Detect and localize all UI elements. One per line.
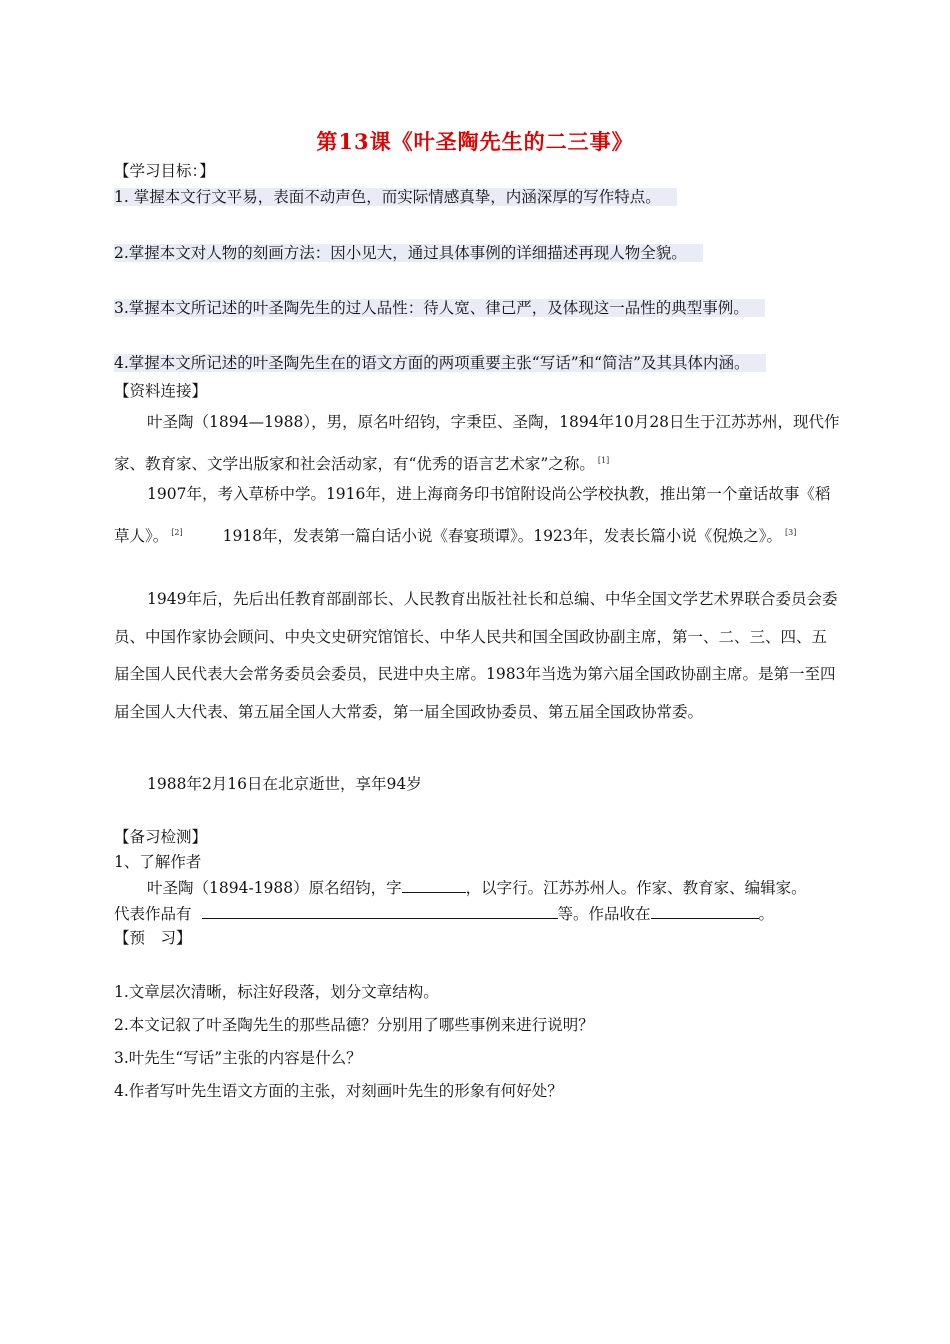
objectives-heading: 【学习目标：】 xyxy=(114,162,215,180)
check-item-1: 1、了解作者 xyxy=(114,853,202,871)
bio-paragraph-4: 1988年2月16日在北京逝世，享年94岁 xyxy=(147,775,422,793)
bio-text-2a: 1907年，考入草桥中学。1916年，进上海商务印书馆附设尚公学校执教，推出第一个童话故事《稻草人》。 xyxy=(114,485,831,545)
preview-heading: 【预 习】 xyxy=(114,929,192,947)
footnote-ref-3: [3] xyxy=(785,527,797,537)
page-title: 第13课《叶圣陶先生的二三事》 xyxy=(316,129,634,154)
bio-paragraph-2 xyxy=(114,476,842,555)
check-line-1 xyxy=(147,876,807,899)
objective-item-2 xyxy=(114,242,703,264)
materials-heading: 【资料连接】 xyxy=(114,382,208,400)
preview-item-3: 3.叶先生“写话”主张的内容是什么？ xyxy=(114,1049,362,1067)
preview-item-1: 1.文章层次清晰，标注好段落，划分文章结构。 xyxy=(114,983,439,1001)
check-line-1-text-b: ，以字行。江苏苏州人。作家、教育家、编辑家。 xyxy=(465,879,807,897)
check-line-2 xyxy=(114,902,774,925)
check-line-2-text-a: 代表作品有 xyxy=(114,905,192,923)
footnote-ref-2: [2] xyxy=(171,527,183,537)
footnote-ref-1: [1] xyxy=(597,455,610,465)
bio-paragraph-1 xyxy=(114,404,842,483)
objective-text-4: 4.掌握本文所记述的叶圣陶先生在的语文方面的两项重要主张“写话”和“简洁”及其具体内涵。 xyxy=(114,354,766,372)
check-line-2-text-c: 。 xyxy=(758,905,775,923)
objective-text-1: 1. 掌握本文行文平易，表面不动声色，而实际情感真挚，内涵深厚的写作特点。 xyxy=(114,188,677,206)
check-line-1-text-a: 叶圣陶（1894-1988）原名绍钧，字 xyxy=(147,879,402,897)
bio-text-2b: 1918年，发表第一篇白话小说《春宴琐谭》。1923年，发表长篇小说《倪焕之》。 xyxy=(222,526,783,545)
bio-paragraph-3: 1949年后，先后出任教育部副部长、人民教育出版社社长和总编、中华全国文学艺术界联合委员会委员、中国作家协会顾问、中央文史研究馆馆长、中华人民共和国全国政协副主席，第一、二、三、四、五届全国人民代表大会常务委员会委员，民进中央主席。1983年当选为第六届全国政协副主席。是第一至四届全国人大代表、第五届全国人大常委，第一届全国政协委员、第五届全国政协常委。 xyxy=(114,590,838,721)
objective-item-3 xyxy=(114,297,765,319)
works-blank[interactable] xyxy=(202,902,558,919)
preview-item-2: 2.本文记叙了叶圣陶先生的那些品德？分别用了哪些事例来进行说明？ xyxy=(114,1016,594,1034)
collection-blank[interactable] xyxy=(651,902,759,919)
check-line-2-text-b: 等。作品收在 xyxy=(557,905,651,923)
objective-item-1 xyxy=(114,186,677,208)
objective-item-4 xyxy=(114,352,766,374)
check-heading: 【备习检测】 xyxy=(114,828,208,846)
objective-text-3: 3.掌握本文所记述的叶圣陶先生的过人品性：待人宽、律己严，及体现这一品性的典型事例。 xyxy=(114,299,765,317)
objective-text-2: 2.掌握本文对人物的刻画方法：因小见大，通过具体事例的详细描述再现人物全貌。 xyxy=(114,244,703,262)
courtesy-name-blank[interactable] xyxy=(402,876,466,893)
bio-text-1: 叶圣陶（1894—1988），男，原名叶绍钧，字秉臣、圣陶，1894年10月28日生于江苏苏州，现代作家、教育家、文学出版家和社会活动家，有“优秀的语言艺术家”之称。 xyxy=(114,413,840,473)
preview-item-4: 4.作者写叶先生语文方面的主张，对刻画叶先生的形象有何好处？ xyxy=(114,1082,563,1100)
